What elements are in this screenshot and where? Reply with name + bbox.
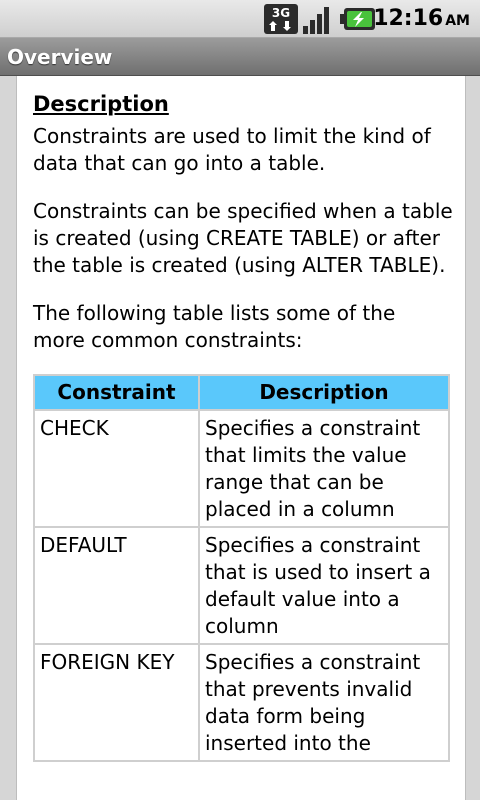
page-title: Overview <box>7 45 113 69</box>
clock-time: 12:16 <box>373 6 444 31</box>
clock-ampm: AM <box>445 13 470 29</box>
network-3g-icon <box>264 4 298 38</box>
content-pane[interactable] <box>16 76 466 800</box>
paragraph-1: Constraints are used to limit the kind of data that can go into a table. <box>33 124 431 175</box>
table-row <box>34 644 449 761</box>
status-bar <box>0 0 480 38</box>
constraint-cell: FOREIGN KEY <box>34 644 199 761</box>
constraint-cell: DEFAULT <box>34 527 199 644</box>
table-header-row <box>34 375 449 410</box>
paragraph-2: Constraints can be specified when a table is created (using CREATE TABLE) or after the table is created (using ALTER TABLE). <box>33 199 453 277</box>
content-body <box>33 84 453 762</box>
constraints-table <box>33 374 450 762</box>
description-cell: Specifies a constraint that prevents invalid data form being inserted into the <box>199 644 449 761</box>
table-row <box>34 527 449 644</box>
constraint-cell: CHECK <box>34 410 199 527</box>
section-heading: Description <box>33 92 169 116</box>
network-label: 3G <box>271 6 291 20</box>
title-bar <box>0 38 480 76</box>
table-row <box>34 410 449 527</box>
column-header-constraint: Constraint <box>34 375 199 410</box>
signal-strength-icon <box>302 4 334 38</box>
battery-charging-icon <box>340 4 376 38</box>
description-cell: Specifies a constraint that limits the value range that can be placed in a column <box>199 410 449 527</box>
column-header-description: Description <box>199 375 449 410</box>
paragraph-3: The following table lists some of the more common constraints: <box>33 301 396 352</box>
status-clock <box>373 3 470 35</box>
description-cell: Specifies a constraint that is used to insert a default value into a column <box>199 527 449 644</box>
